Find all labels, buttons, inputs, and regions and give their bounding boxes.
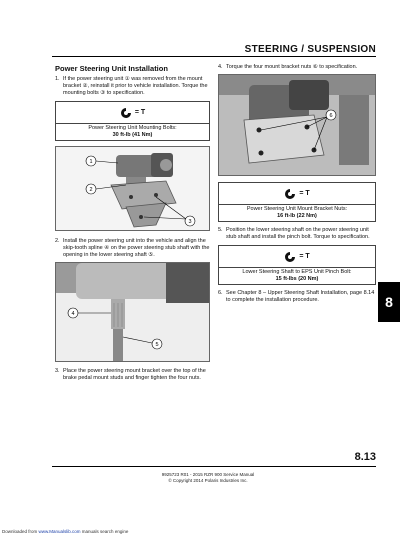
step-text: See Chapter 8 – Upper Steering Shaft Installation, page 8.14 to complete the installation procedure. — [226, 290, 375, 303]
torque-wrench-icon — [120, 107, 132, 119]
torque-wrench-icon — [284, 251, 296, 263]
footer-manual-id: 9925723 R01 - 2015 RZR 900 Service Manual — [161, 472, 255, 477]
torque-label: Power Steering Unit Mount Bracket Nuts: — [246, 206, 348, 212]
footer-copyright: © Copyright 2014 Polaris Industries Inc. — [168, 478, 248, 483]
torque-spec-box — [55, 101, 210, 141]
step-number: 1. — [55, 76, 60, 82]
procedure-heading: Power Steering Unit Installation — [55, 64, 168, 73]
step-text: Install the power steering unit into the vehicle and align the skip-tooth spline ④ on the power steering stub shaft with the opening in the lower steering shaft ⑤. — [63, 238, 210, 258]
download-prefix: Downloaded from — [2, 529, 39, 534]
callout-5: 5 — [155, 342, 159, 348]
footer — [0, 472, 416, 484]
torque-value: 30 ft-lb (41 Nm) — [112, 132, 153, 138]
header-rule — [52, 56, 376, 57]
step-4 — [218, 64, 376, 71]
step-text: Position the lower steering shaft on the power steering unit stub shaft and install the pinch bolt. Torque to specification. — [226, 227, 370, 240]
section-title: STEERING / SUSPENSION — [244, 44, 376, 55]
figure-spline-alignment — [55, 262, 210, 362]
torque-value: 15 ft-lbs (20 Nm) — [275, 276, 319, 282]
figure-illustration — [219, 75, 376, 176]
footer-rule — [52, 466, 376, 467]
step-number: 2. — [55, 238, 60, 244]
step-5 — [218, 227, 376, 241]
step-text: Place the power steering mount bracket over the top of the brake pedal mount studs and finger tighten the four nuts. — [63, 368, 206, 381]
step-2 — [55, 238, 210, 259]
callout-4: 4 — [71, 311, 75, 317]
page-number: 8.13 — [354, 451, 376, 463]
torque-spec-box — [218, 182, 376, 222]
step-6 — [218, 290, 376, 304]
torque-symbol: = T — [299, 253, 310, 260]
step-number: 6. — [218, 290, 223, 296]
torque-wrench-icon — [284, 188, 296, 200]
download-link[interactable]: www.Manualslib.com — [38, 529, 81, 534]
figure-power-steering-unit — [55, 146, 210, 231]
chapter-tab: 8 — [378, 282, 400, 322]
figure-mount-bracket-nuts — [218, 74, 376, 176]
torque-spec-box — [218, 245, 376, 285]
callout-1: 1 — [89, 159, 93, 165]
download-suffix: manuals search engine — [80, 529, 129, 534]
step-number: 4. — [218, 64, 223, 70]
torque-label: Power Steering Unit Mounting Bolts: — [88, 125, 177, 131]
step-number: 3. — [55, 368, 60, 374]
step-3 — [55, 368, 210, 382]
step-text: Torque the four mount bracket nuts ⑥ to specification. — [226, 64, 358, 70]
figure-illustration — [56, 147, 210, 231]
left-column — [55, 64, 210, 385]
torque-value: 16 ft-lb (22 Nm) — [277, 213, 317, 219]
torque-symbol: = T — [299, 190, 310, 197]
callout-6: 6 — [329, 113, 333, 119]
right-column — [218, 64, 376, 307]
torque-label: Lower Steering Shaft to EPS Unit Pinch Bolt: — [242, 269, 352, 275]
step-1 — [55, 76, 210, 97]
torque-symbol: = T — [134, 109, 146, 116]
step-number: 5. — [218, 227, 223, 233]
callout-2: 2 — [89, 187, 93, 193]
callout-3: 3 — [188, 219, 192, 225]
step-text: If the power steering unit ① was removed from the mount bracket ②, reinstall it prior to vehicle installation. Torque the mounting bolts ③ to specification. — [63, 76, 208, 96]
figure-illustration — [56, 263, 210, 362]
download-banner — [2, 529, 128, 534]
